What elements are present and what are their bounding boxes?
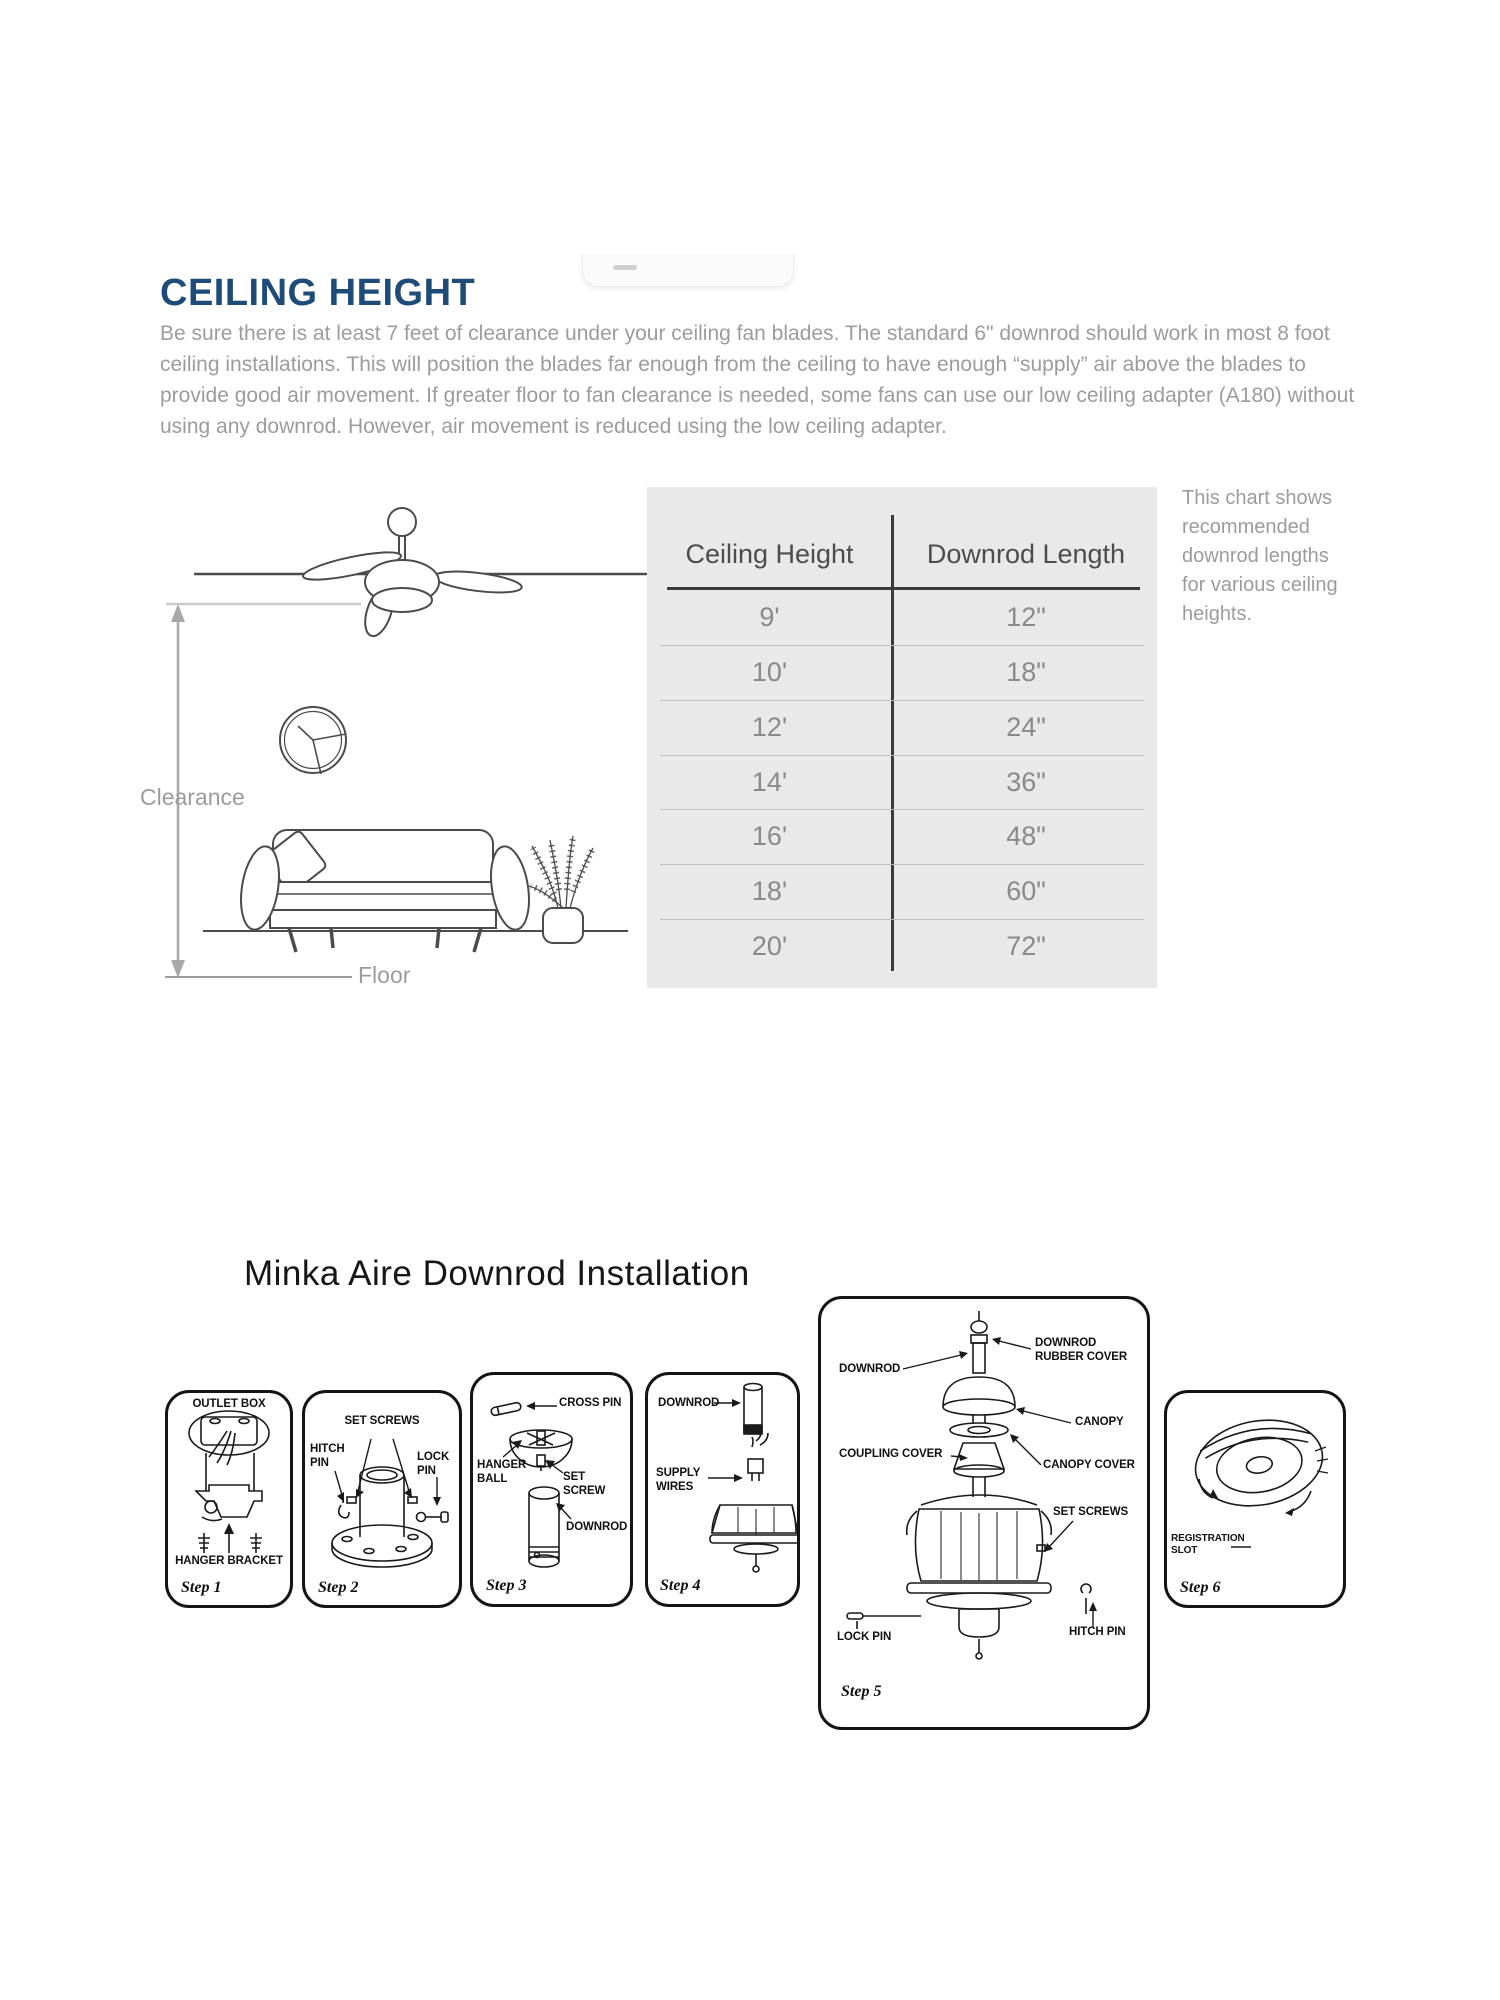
callout-set-screws: SET SCREWS [344,1415,420,1427]
callout-set-screws: SET SCREWS [1053,1506,1129,1518]
step-5-label: Step 5 [841,1683,882,1700]
sofa-icon [236,830,535,952]
downrod-length-table [647,487,1157,988]
table-row [647,809,1157,864]
floor-label: Floor [358,962,411,988]
step-2-panel [302,1390,462,1608]
cell-downrod-length: 36" [1006,767,1046,797]
step-2-label: Step 2 [318,1579,359,1596]
step-1-panel [165,1390,293,1608]
table-header-ceiling-height: Ceiling Height [685,539,854,569]
callout-lock-pin: LOCK PIN [837,1631,892,1643]
step-6-panel [1164,1390,1346,1608]
step-1-label: Step 1 [181,1579,222,1596]
callout-set-screw: SET SCREW [563,1471,606,1497]
ceiling-fan-icon [301,508,523,639]
page-title: CEILING HEIGHT [160,272,476,314]
step-1-drawing [168,1393,290,1605]
cell-ceiling-height: 16' [751,821,788,851]
cell-ceiling-height: 18' [751,876,788,906]
table-side-note: This chart shows recommended downrod lengths for various ceiling heights. [1182,487,1338,625]
cell-ceiling-height: 20' [751,931,788,961]
cell-downrod-length: 18" [1006,657,1046,687]
callout-hitch-pin: HITCH PIN [310,1443,345,1469]
cell-downrod-length: 60" [1006,876,1046,906]
callout-lock-pin: LOCK PIN [417,1451,450,1477]
cell-downrod-length: 12" [1006,602,1046,632]
intro-paragraph: Be sure there is at least 7 feet of clearance under your ceiling fan blades. The standard 6" downrod should work in most 8 foot ceiling installations. This will position the blades far enough from the ceiling to have enough “supply” air above the blades to provide good air movement. If greater floor to fan clearance is needed, some fans can use our low ceiling adapter (A180) without using any downrod. However, air movement is reduced using the low ceiling adapter. [160,322,1355,438]
callout-hanger-ball: HANGER BALL [477,1459,527,1485]
page-pull-tab[interactable] [582,254,794,287]
table-row-separator [660,864,1144,865]
step-4-panel [645,1372,800,1607]
cell-ceiling-height: 9' [759,602,780,632]
table-row-separator [660,645,1144,646]
cell-downrod-length: 24" [1006,712,1046,742]
callout-downrod: DOWNROD [566,1521,628,1533]
table-row [647,919,1157,974]
plant-icon [529,836,593,943]
callout-hitch-pin: HITCH PIN [1069,1626,1126,1638]
cell-ceiling-height: 12' [751,712,788,742]
table-row-separator [660,919,1144,920]
callout-canopy-cover: CANOPY COVER [1043,1459,1135,1471]
cell-downrod-length: 72" [1006,931,1046,961]
step-4-label: Step 4 [660,1577,701,1594]
callout-downrod: DOWNROD [658,1397,720,1409]
table-row-separator [660,755,1144,756]
callout-downrod-rubber-cover: DOWNROD RUBBER COVER [1035,1337,1128,1363]
table-row [647,590,1157,645]
clearance-diagram [100,490,660,1010]
table-row-separator [660,700,1144,701]
clock-icon [280,707,346,774]
callout-coupling-cover: COUPLING COVER [839,1448,943,1460]
callout-hanger-bracket: HANGER BRACKET [175,1555,283,1567]
callout-cross-pin: CROSS PIN [559,1397,622,1409]
table-row-separator [660,809,1144,810]
step-3-panel [470,1372,633,1607]
arrow-up-icon [224,1523,234,1534]
table-row [647,755,1157,810]
callout-outlet-box: OUTLET BOX [192,1398,266,1410]
drag-handle-icon [613,265,637,270]
callout-supply-wires: SUPPLY WIRES [656,1467,701,1493]
callout-registration-slot: REGISTRATION SLOT [1171,1533,1245,1556]
step-5-panel [818,1296,1150,1730]
cell-ceiling-height: 10' [751,657,788,687]
install-section-title: Minka Aire Downrod Installation [244,1254,750,1293]
callout-canopy: CANOPY [1075,1416,1124,1428]
callout-downrod: DOWNROD [839,1363,901,1375]
cell-downrod-length: 48" [1006,821,1046,851]
table-header-downrod-length: Downrod Length [926,539,1126,569]
clearance-label: Clearance [140,784,245,810]
table-row [647,864,1157,919]
step-6-label: Step 6 [1180,1579,1221,1596]
step-3-label: Step 3 [486,1577,527,1594]
step-6-drawing [1167,1393,1343,1605]
cell-ceiling-height: 14' [751,767,788,797]
table-row [647,645,1157,700]
table-row [647,700,1157,755]
